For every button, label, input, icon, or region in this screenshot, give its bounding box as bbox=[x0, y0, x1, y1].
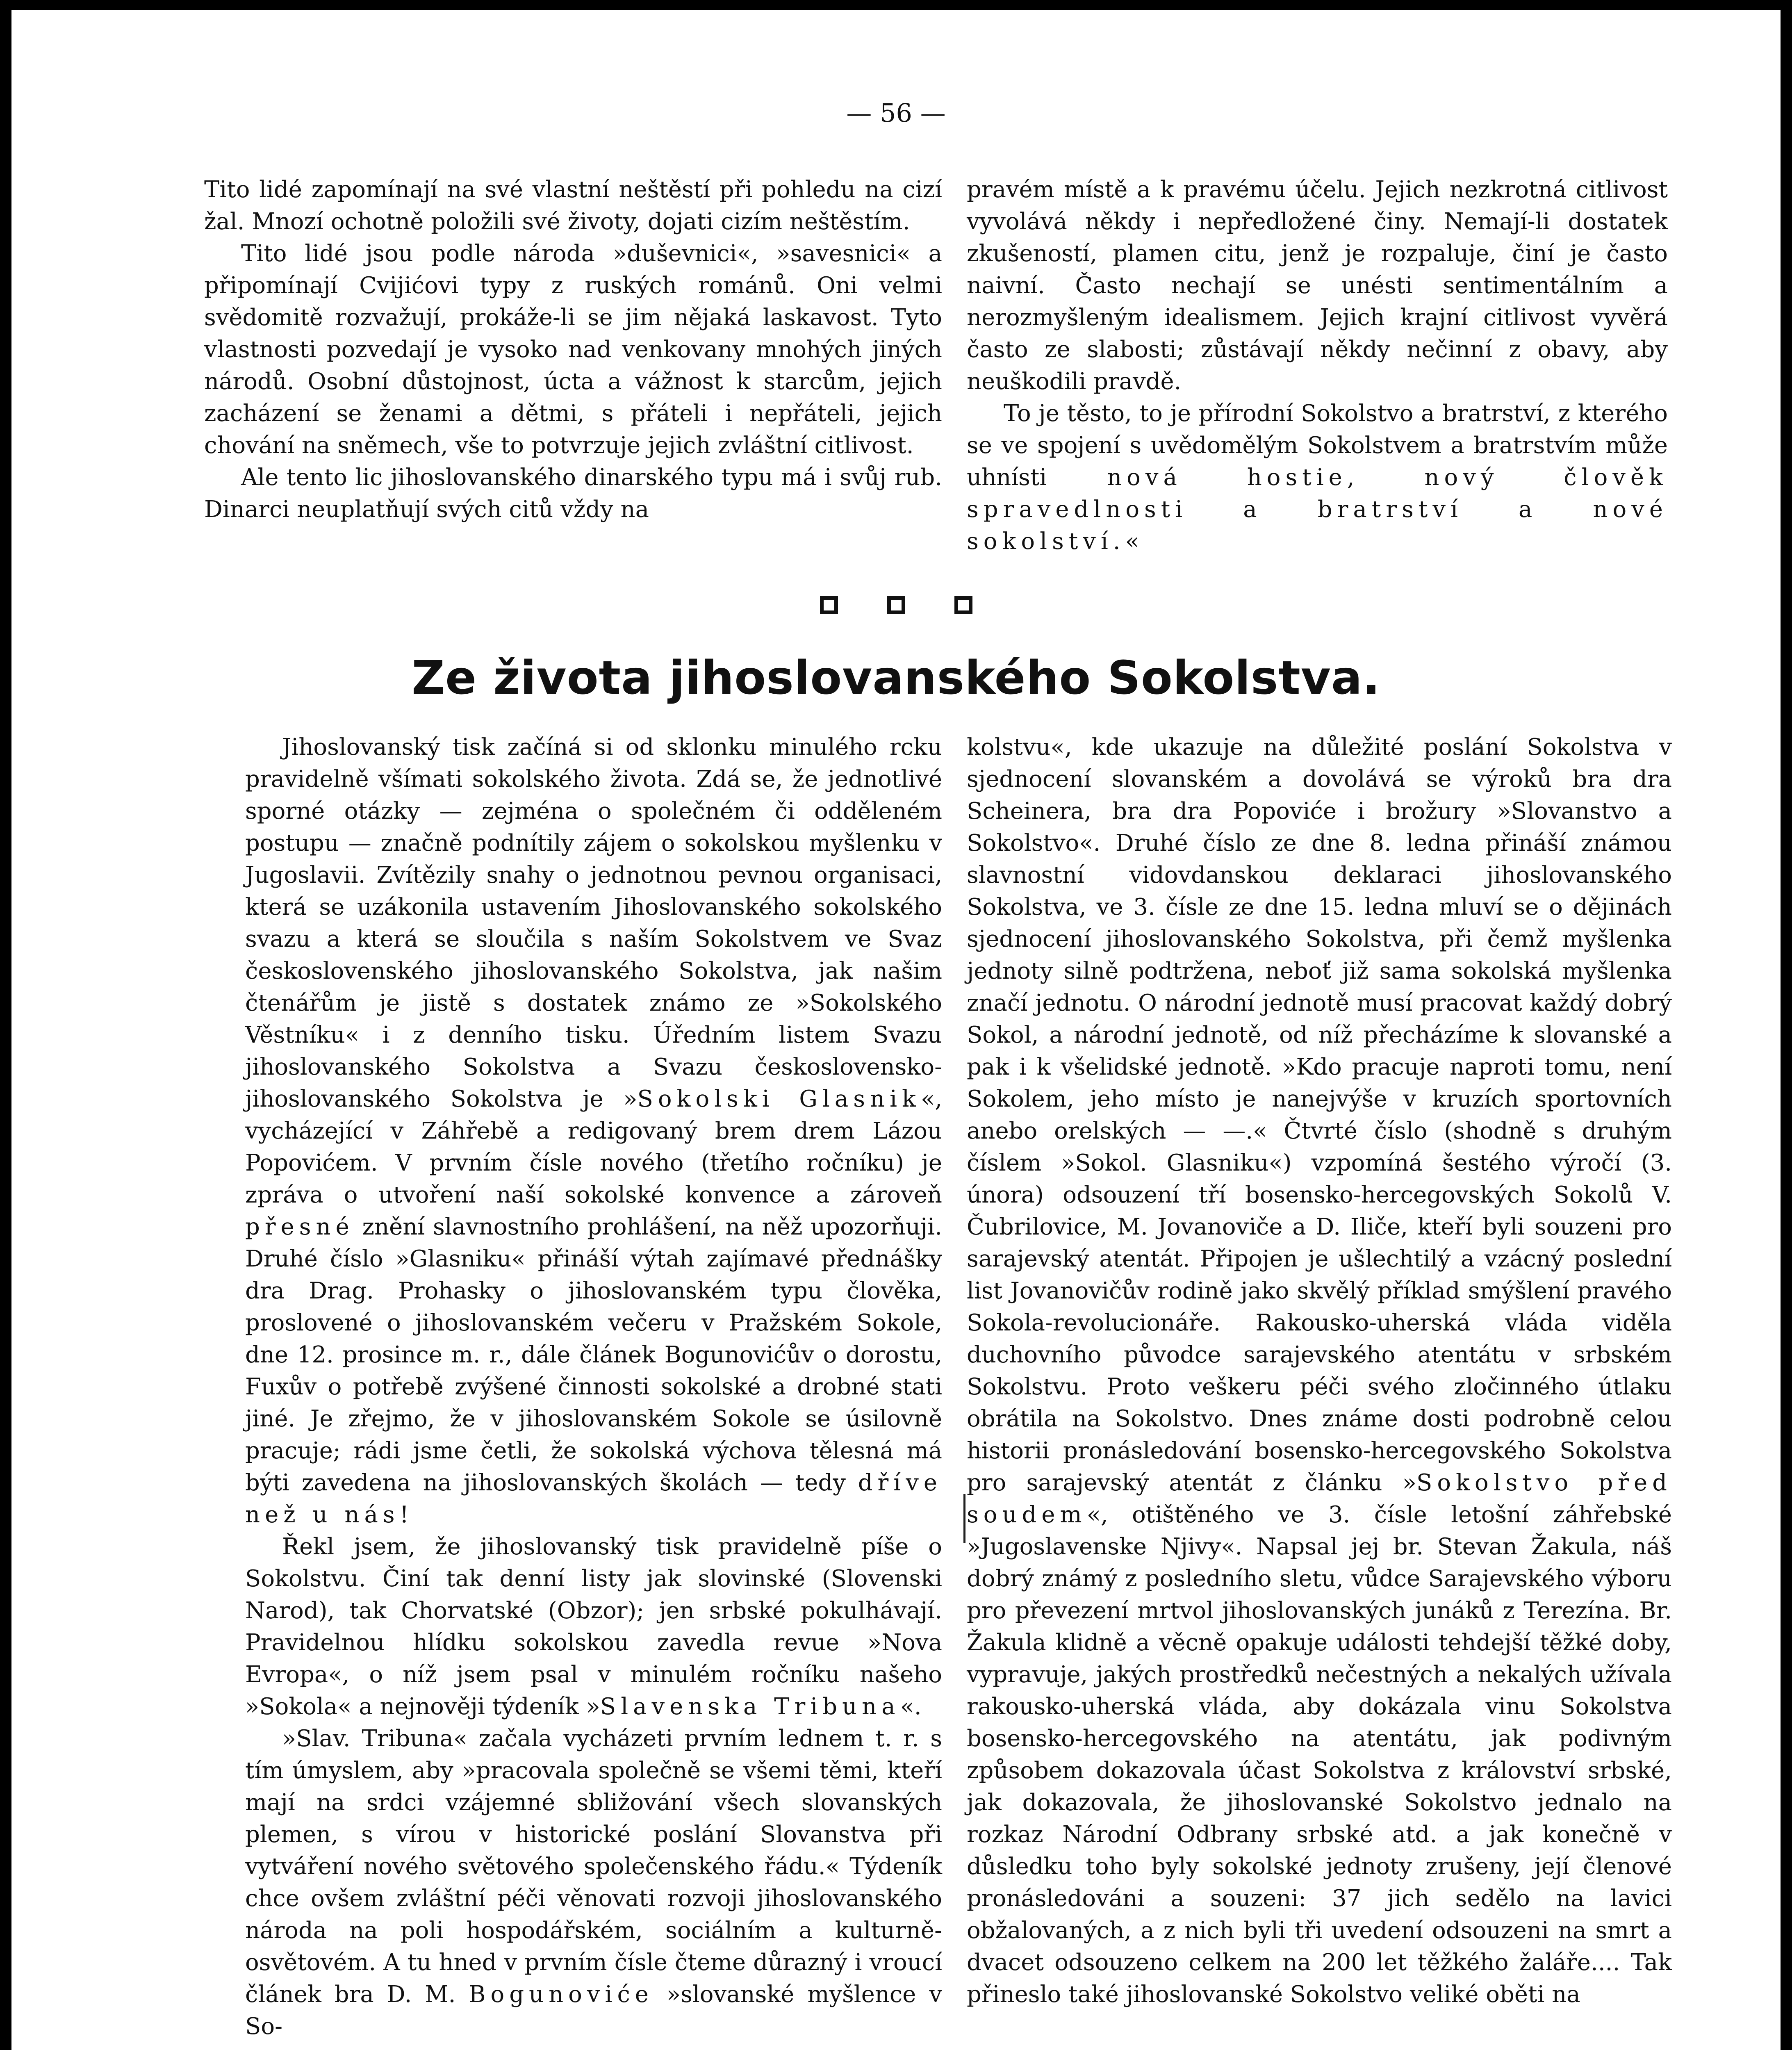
paragraph bbox=[245, 731, 942, 1531]
top-left-column bbox=[204, 174, 942, 526]
square-ornament-icon bbox=[820, 596, 838, 614]
paragraph bbox=[967, 398, 1668, 558]
spaced-text: Sokolstvo před soudem bbox=[967, 1469, 1672, 1528]
text-run: «, otištěného ve 3. čísle letošní záhřebské »Jugoslavenske Njivy«. Napsal jej br. Stevan Žakula, náš dobrý známý z posledního sletu, vůdce Sarajevského výboru pro převezení mrtvol jihoslovanských junáků z Terezína. Br. Žakula klidně a věcně opakuje události tehdejší těžké doby, vypravuje, jakých prostředků nečestných a nekalých užívala rakousko-uherská vláda, aby dokázala vinu Sokolstva bosensko-hercegovského na atentátu, jak podivným způsobem dokazovala účast Sokolstva z království srbské, jak dokazovala, že jihoslovanské Sokolstvo jednalo na rozkaz Národní Odbrany srbské atd. a jak konečně v důsledku toho byly sokolské jednoty zrušeny, její členové pronásledováni a souzeni: 37 jich sedělo na lavici obžalovaných, a z nich byli tři uvedení odsouzeni na smrt a dvacet odsouzeno celkem na 200 let těžkého žaláře.... Tak přineslo také jihoslovanské Sokolstvo veliké oběti na bbox=[967, 1501, 1672, 2008]
spaced-text: nová hostie, nový člověk spravedlnosti a bratrství a nové sokolství. bbox=[967, 464, 1668, 555]
page-sheet bbox=[11, 10, 1781, 2050]
paragraph: pravém místě a k pravému účelu. Jejich nezkrotná citlivost vyvolává někdy i nepředložené činy. Nemají-li dostatek zkušeností, plamen citu, jenž je rozpaluje, činí je často naivní. Často nechají se unésti sentimentálním a nerozmyšleným idealismem. Jejich krajní citlivost vyvěrá často ze slabosti; zůstávají někdy nečinní z obavy, aby neuškodili pravdě. bbox=[967, 176, 1668, 395]
paragraph bbox=[245, 1531, 942, 1723]
text-run: »Slav. Tribuna« začala vycházeti prvním lednem t. r. s tím úmyslem, aby »pracovala společně se všemi těmi, kteří mají na srdci vzájemné sbližování všech slovanských plemen, s vírou v historické poslání Slovanstva při vytváření nového světového společenského řádu.« Týdeník chce ovšem zvláštní péči věnovati rozvoji jihoslovanského národa na poli hospodářském, sociálním a kulturně-osvětovém. A tu hned v prvním čísle čteme důrazný i vroucí článek bra D. M. bbox=[245, 1725, 942, 2008]
article-headline: Ze života jihoslovanského Sokolstva. bbox=[411, 651, 1381, 705]
spaced-text: Slavenska Tribuna bbox=[600, 1693, 900, 1720]
text-run: znění slavnostního prohlášení, na něž upozorňuji. Druhé číslo »Glasniku« přináší výtah zajímavé přednášky dra Drag. Prohasky o jihoslovanském typu člověka, proslovené o jihoslovanském večeru v Pražském Sokole, dne 12. prosince m. r., dále článek Bogunovićův o dorostu, Fuxův o potřebě zvýšené činnosti sokolské a drobné stati jiné. Je zřejmo, že v jihoslovanském Sokole se úsilovně pracuje; rádi jsme četli, že sokolská výchova tělesná má býti zavedena na jihoslovanských školách — tedy bbox=[245, 1214, 942, 1496]
page-number: — 56 — bbox=[846, 98, 946, 128]
paragraph bbox=[245, 1723, 942, 2043]
section-divider bbox=[11, 596, 1781, 614]
paragraph: Ale tento lic jihoslovanského dinarského typu má i svůj rub. Dinarci neuplatňují svých citů vždy na bbox=[204, 464, 942, 523]
paragraph bbox=[967, 731, 1672, 2011]
square-ornament-icon bbox=[954, 596, 972, 614]
bottom-right-column bbox=[967, 731, 1672, 2011]
spaced-text: dříve než u nás bbox=[245, 1469, 942, 1528]
square-ornament-icon bbox=[887, 596, 905, 614]
spaced-text: Bogunoviće bbox=[469, 1981, 653, 2008]
text-run: Jihoslovanský tisk začíná si od sklonku minulého rcku pravidelně všímati sokolského života. Zdá se, že jednotlivé sporné otázky — zejména o společném či odděleném postupu — značně podnítily zájem o sokolskou myšlenku v Jugoslavii. Zvítězily snahy o jednotnou pevnou organisaci, která se uzákonila ustavením Jihoslovanského sokolského svazu a která se sloučila s naším Sokolstvem ve Svaz československého jihoslovanského Sokolstva, jak našim čtenářům je jistě s dostatek známo ze »Sokolského Věstníku« i z denního tisku. Úředním listem Svazu jihoslovanského Sokolstva a Svazu československo-jihoslovanského Sokolstva je » bbox=[245, 734, 942, 1112]
spaced-text: přesné bbox=[245, 1214, 354, 1240]
paragraph: Tito lidé jsou podle národa »duševnici«, »savesnici« a připomínají Cvijićovi typy z ruských románů. Oni velmi svědomitě rozvažují, prokáže-li se jim nějaká laskavost. Tyto vlastnosti pozvedají je vysoko nad venkovany mnohých jiných národů. Osobní důstojnost, úcta a vážnost k starcům, jejich zacházení se ženami a dětmi, s přáteli i nepřáteli, jejich chování na sněmech, vše to potvrzuje jejich zvláštní citlivost. bbox=[204, 240, 942, 459]
text-run: « bbox=[1125, 528, 1139, 555]
text-run: »slovanské myšlence v So- bbox=[245, 1981, 942, 2040]
bottom-left-column bbox=[245, 731, 942, 2043]
text-run: kolstvu«, kde ukazuje na důležité poslání Sokolstva v sjednocení slovanském a dovolává se výroků bra dra Scheinera, bra dra Popoviće i brožury »Slovanstvo a Sokolstvo«. Druhé číslo ze dne 8. ledna přináší známou slavnostní vidovdanskou deklaraci jihoslovanského Sokolstva, ve 3. čísle ze dne 15. ledna mluví se o dějinách sjednocení jihoslovanského Sokolstva, při čemž myšlenka jednoty silně podtržena, neboť již sama sokolská myšlenka značí jednotu. O národní jednotě musí pracovat každý dobrý Sokol, a národní jednotě, od níž přecházíme k slovanské a pak i k všelidské jednotě. »Kdo pracuje naproti tomu, není Sokolem, jeho místo je nanejvýše v kruzích sportovních anebo orelských — —.« Čtvrté číslo (shodně s druhým číslem »Sokol. Glasniku«) vzpomíná šestého výročí (3. února) odsouzení tří bosensko-hercegovských Sokolů V. Čubrilovice, M. Jovanoviče a D. Iliče, kteří byli souzeni pro sarajevský atentát. Připojen je ušlechtilý a vzácný poslední list Jovanovičův rodině jako skvělý příklad smýšlení pravého Sokola-revolucionáře. Rakousko-uherská vláda viděla duchovního původce sarajevského atentátu v srbském Sokolstvu. Proto veškeru péči svého zločinného útlaku obrátila na Sokolstvo. Dnes známe dosti podrobně celou historii pronásledování bosensko-hercegovského Sokolstva pro sarajevský atentát z článku » bbox=[967, 734, 1672, 1496]
margin-mark bbox=[963, 1494, 965, 1543]
text-run: Řekl jsem, že jihoslovanský tisk pravidelně píše o Sokolstvu. Činí tak denní listy jak slovinské (Slovenski Narod), tak Chorvatské (Obzor); jen srbské pokulhávají. Pravidelnou hlídku sokolskou zavedla revue »Nova Evropa«, o níž jsem psal v minulém ročníku našeho »Sokola« a nejnověji týdeník » bbox=[245, 1533, 942, 1720]
text-run: ! bbox=[399, 1501, 409, 1528]
text-run: «. bbox=[900, 1693, 922, 1720]
spaced-text: Sokolski Glasnik bbox=[637, 1086, 921, 1112]
text-run: «, vycházející v Záhřebě a redigovaný brem drem Lázou Popovićem. V prvním čísle nového (třetího ročníku) je zpráva o utvoření naší sokolské konvence a zároveň bbox=[245, 1086, 942, 1208]
top-right-column bbox=[967, 174, 1668, 558]
paragraph: Tito lidé zapomínají na své vlastní neštěstí při pohledu na cizí žal. Mnozí ochotně položili své životy, dojati cizím neštěstím. bbox=[204, 176, 942, 235]
text-run: To je těsto, to je přírodní Sokolstvo a bratrství, z kterého se ve spojení s uvědomělým Sokolstvem a bratrstvím může uhnísti bbox=[967, 400, 1668, 491]
